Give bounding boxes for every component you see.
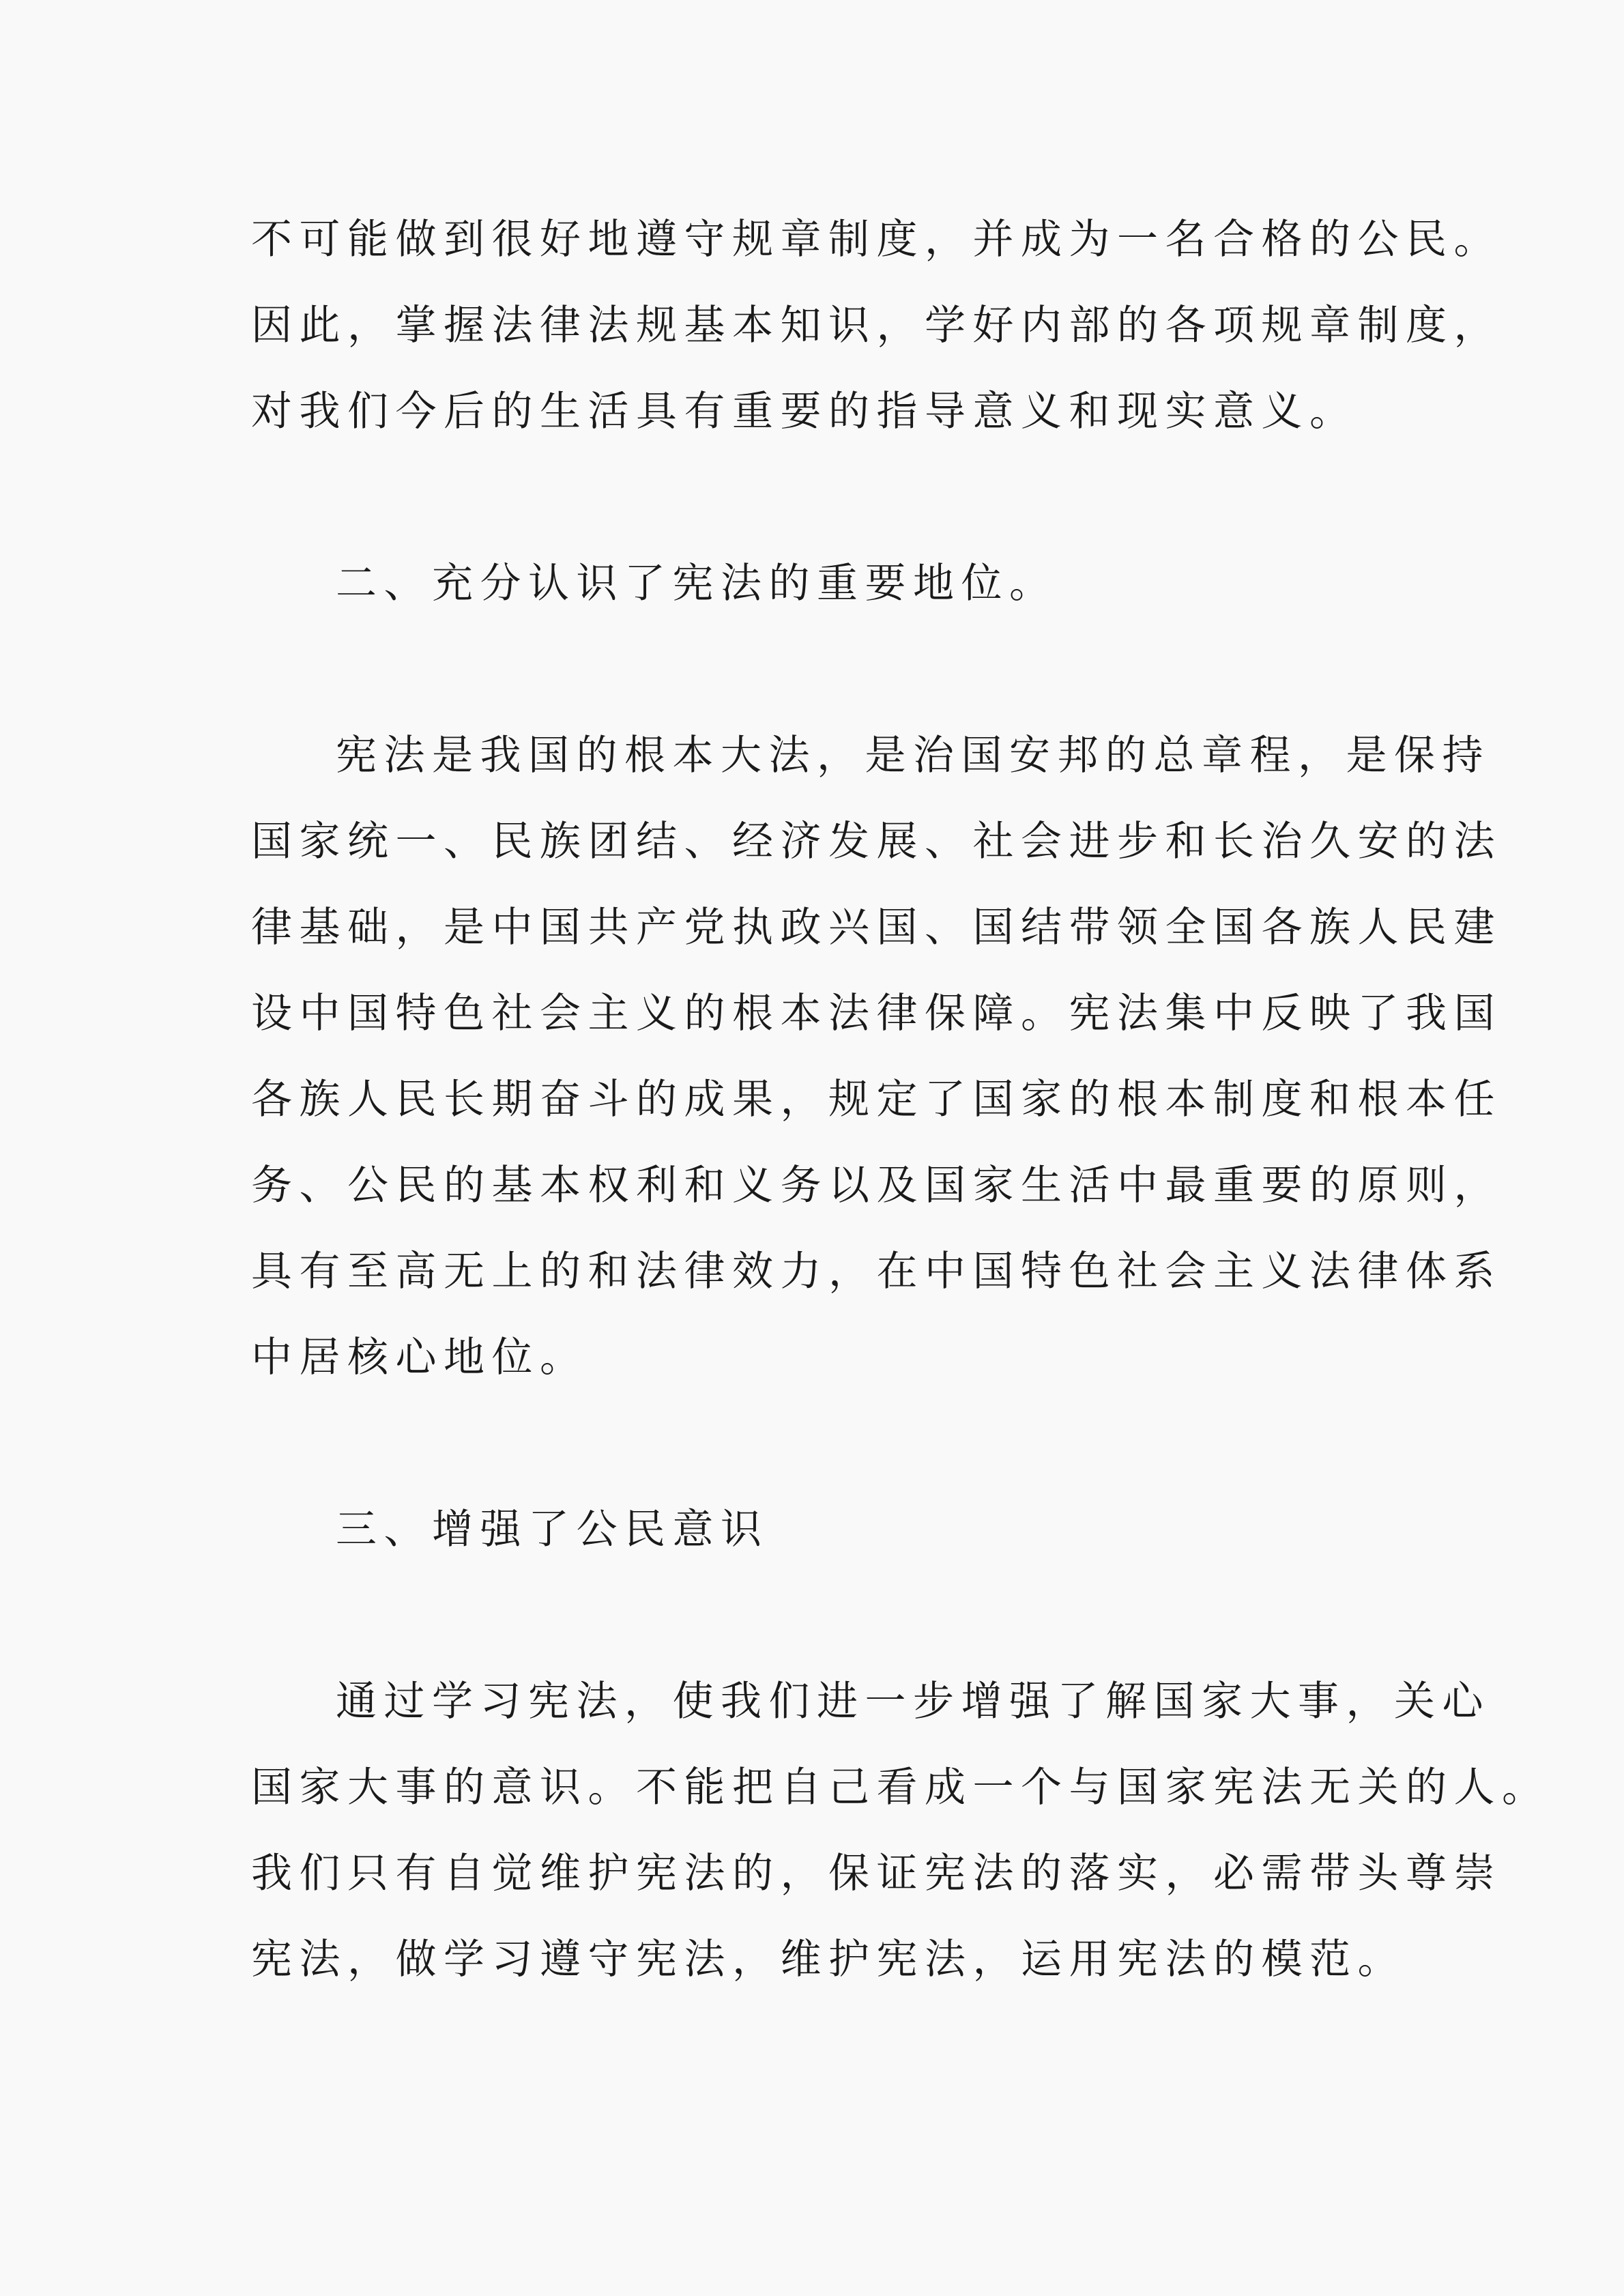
paragraph-spacer bbox=[251, 1401, 1384, 1487]
paragraph-spacer bbox=[251, 627, 1384, 713]
intro-paragraph bbox=[251, 197, 1502, 455]
paragraph-line: 宪法是我国的根本大法，是治国安邦的总章程，是保持 bbox=[336, 732, 1490, 779]
paragraph-line: 设中国特色社会主义的根本法律保障。宪法集中反映了我国 bbox=[251, 990, 1502, 1037]
paragraph-line: 我们只有自觉维护宪法的，保证宪法的落实，必需带头尊崇 bbox=[251, 1850, 1502, 1897]
paragraph-line: 具有至高无上的和法律效力，在中国特色社会主义法律体系 bbox=[251, 1248, 1502, 1295]
paragraph-line: 律基础，是中国共产党执政兴国、国结带领全国各族人民建 bbox=[251, 904, 1502, 951]
paragraph-line: 各族人民长期奋斗的成果，规定了国家的根本制度和根本任 bbox=[251, 1076, 1502, 1123]
paragraph-line: 国家大事的意识。不能把自己看成一个与国家宪法无关的人。 bbox=[251, 1764, 1550, 1811]
paragraph-line: 对我们今后的生活具有重要的指导意义和现实意义。 bbox=[251, 388, 1358, 435]
paragraph-spacer bbox=[251, 455, 1384, 541]
paragraph-line: 宪法，做学习遵守宪法，维护宪法，运用宪法的模范。 bbox=[251, 1936, 1406, 1983]
section-heading-3: 三、增强了公民意识 bbox=[336, 1506, 769, 1553]
paragraph-line: 不可能做到很好地遵守规章制度，并成为一名合格的公民。 bbox=[251, 216, 1502, 263]
section-2-paragraph bbox=[251, 713, 1502, 1401]
section-heading-2: 二、充分认识了宪法的重要地位。 bbox=[336, 560, 1058, 607]
document-body bbox=[251, 197, 1550, 2003]
paragraph-line: 通过学习宪法，使我们进一步增强了解国家大事，关心 bbox=[336, 1678, 1490, 1725]
paragraph-line: 务、公民的基本权利和义务以及国家生活中最重要的原则， bbox=[251, 1162, 1502, 1209]
paragraph-line: 中居核心地位。 bbox=[251, 1334, 588, 1381]
paragraph-line: 因此，掌握法律法规基本知识，学好内部的各项规章制度， bbox=[251, 302, 1502, 349]
paragraph-line: 国家统一、民族团结、经济发展、社会进步和长治久安的法 bbox=[251, 818, 1502, 865]
paragraph-spacer bbox=[251, 1573, 1384, 1659]
section-3-paragraph bbox=[251, 1659, 1550, 2003]
